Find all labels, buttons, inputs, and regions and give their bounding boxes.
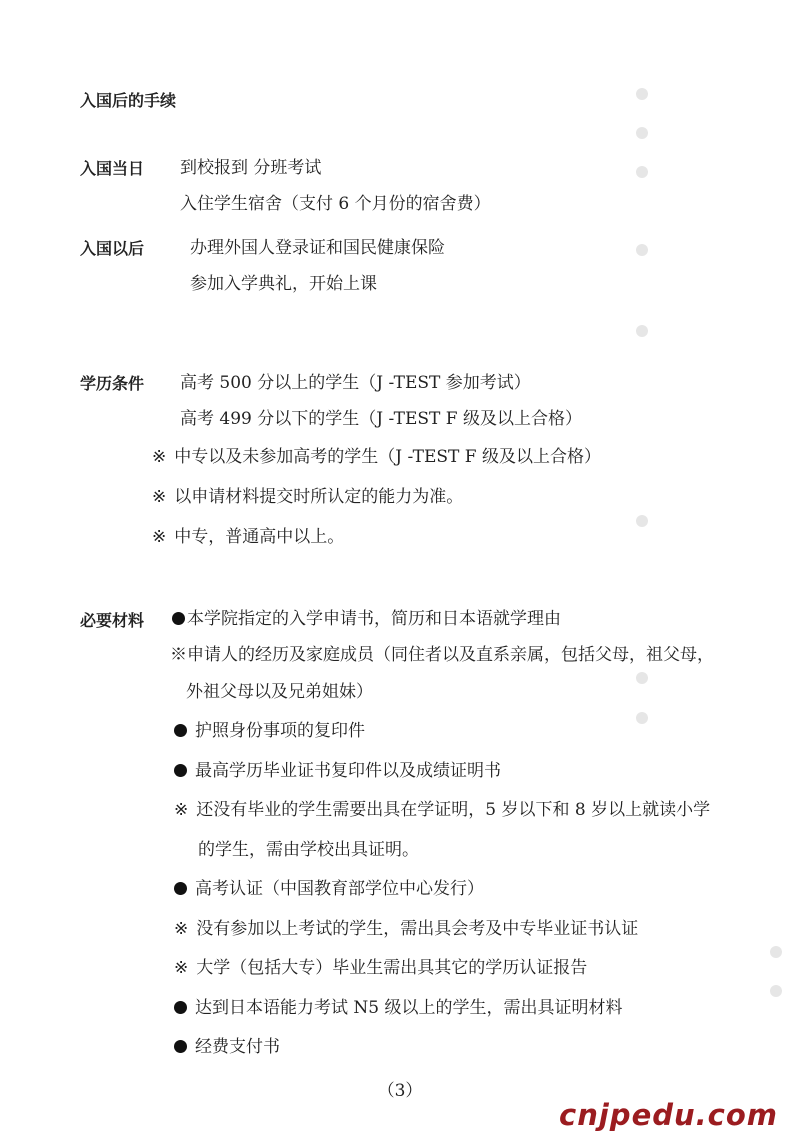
- material-note: ※ 大学（包括大专）毕业生需出具其它的学历认证报告: [174, 958, 588, 978]
- material-note: ※ 还没有毕业的学生需要出具在学证明，5 岁以下和 8 岁以上就读小学: [174, 800, 711, 820]
- note-mark: ※: [174, 800, 189, 820]
- material-item: 高考认证（中国教育部学位中心发行）: [174, 878, 484, 900]
- materials-label: 必要材料: [80, 611, 145, 630]
- bleed-through-mark: [770, 985, 782, 997]
- education-note: ※ 中专以及未参加高考的学生（J -TEST F 级及以上合格）: [152, 447, 601, 467]
- bullet-icon: [174, 1001, 187, 1014]
- after-arrival-line: 参加入学典礼，开始上课: [190, 274, 377, 294]
- note-mark: ※: [174, 919, 189, 939]
- bleed-through-mark: [636, 127, 648, 139]
- bleed-through-mark: [636, 325, 648, 337]
- bullet-icon: [174, 882, 187, 895]
- bleed-through-mark: [636, 88, 648, 100]
- bleed-through-mark: [636, 672, 648, 684]
- bullet-icon: [172, 612, 185, 625]
- bullet-icon: [174, 764, 187, 777]
- site-watermark: cnjpedu.com: [559, 1098, 778, 1132]
- section-title: 入国后的手续: [80, 91, 177, 110]
- note-mark: ※: [152, 447, 167, 467]
- material-note-continued: 的学生，需由学校出具证明。: [198, 840, 419, 860]
- material-note: ※ 没有参加以上考试的学生，需出具会考及中专毕业证书认证: [174, 919, 639, 939]
- material-note: ※申请人的经历及家庭成员（同住者以及直系亲属，包括父母，祖父母，: [170, 645, 714, 665]
- note-mark: ※: [152, 487, 167, 507]
- bleed-through-mark: [636, 166, 648, 178]
- material-item: 达到日本语能力考试 N5 级以上的学生，需出具证明材料: [174, 997, 623, 1019]
- education-note: ※ 中专，普通高中以上。: [152, 527, 345, 547]
- bleed-through-mark: [636, 515, 648, 527]
- bullet-icon: [174, 1040, 187, 1053]
- material-item: 护照身份事项的复印件: [174, 720, 365, 742]
- education-label: 学历条件: [80, 374, 145, 393]
- arrival-day-line: 到校报到 分班考试: [180, 158, 322, 178]
- material-item: 最高学历毕业证书复印件以及成绩证明书: [174, 760, 501, 782]
- note-mark: ※: [152, 527, 167, 547]
- bullet-icon: [174, 724, 187, 737]
- material-note-continued: 外祖父母以及兄弟姐妹）: [186, 682, 373, 702]
- note-mark: ※: [174, 958, 189, 978]
- arrival-day-line: 入住学生宿舍（支付 6 个月份的宿舍费）: [180, 194, 491, 214]
- education-line: 高考 499 分以下的学生（J -TEST F 级及以上合格）: [180, 409, 582, 429]
- bleed-through-mark: [636, 712, 648, 724]
- education-line: 高考 500 分以上的学生（J -TEST 参加考试）: [180, 373, 531, 393]
- page-number: （3）: [377, 1081, 423, 1101]
- arrival-day-label: 入国当日: [80, 159, 145, 178]
- education-note: ※ 以申请材料提交时所认定的能力为准。: [152, 487, 464, 507]
- bleed-through-mark: [636, 244, 648, 256]
- material-item: 经费支付书: [174, 1036, 280, 1058]
- bleed-through-mark: [770, 946, 782, 958]
- after-arrival-label: 入国以后: [80, 239, 145, 258]
- material-item: 本学院指定的入学申请书，简历和日本语就学理由: [172, 608, 561, 630]
- after-arrival-line: 办理外国人登录证和国民健康保险: [190, 238, 445, 258]
